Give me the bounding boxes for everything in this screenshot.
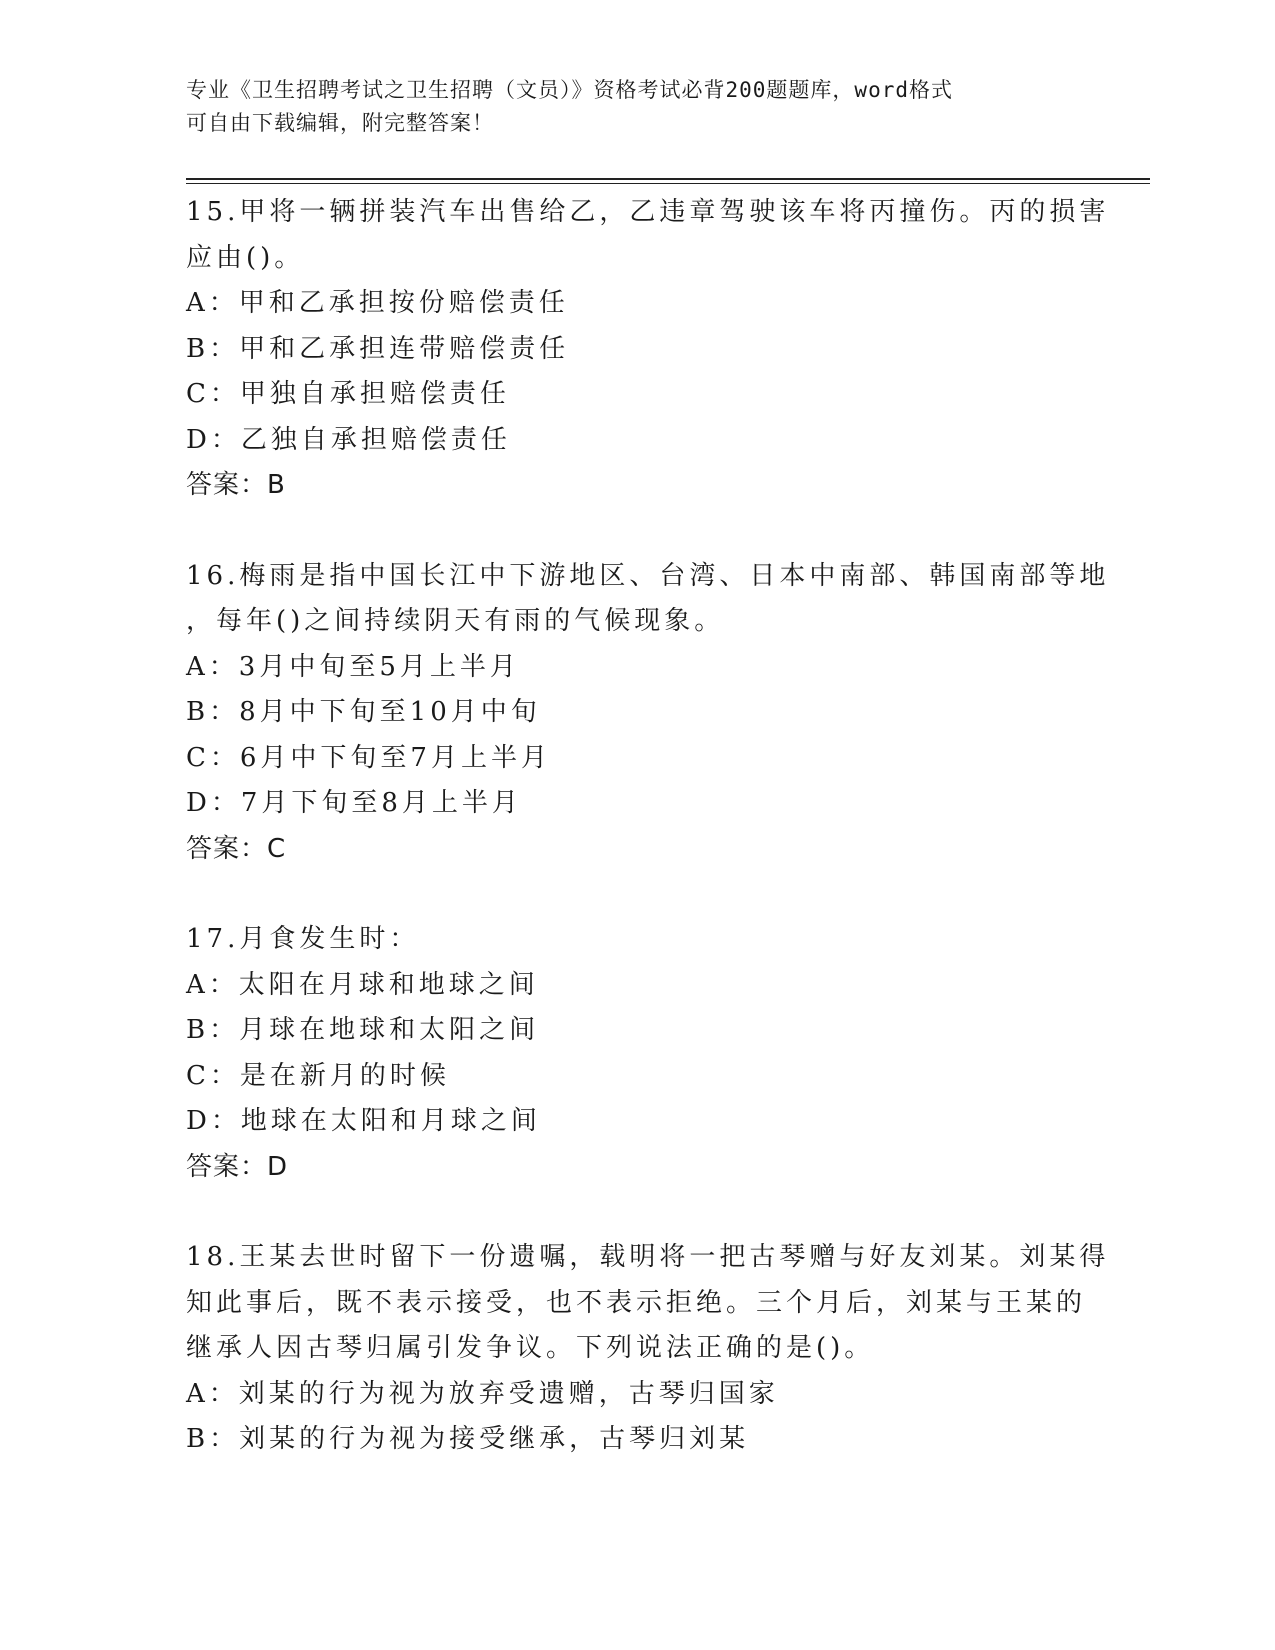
document-header [186,74,1086,140]
question-stem: ，每年()之间持续阴天有雨的气候现象。 [186,606,725,636]
question-16 [186,554,1110,873]
option-d: D：7月下旬至8月上半月 [186,788,522,818]
header-divider [186,178,1150,180]
question-18 [186,1235,1110,1463]
option-a: A：甲和乙承担按份赔偿责任 [186,288,569,318]
answer-label: 答案：B [186,470,286,500]
answer-label: 答案：C [186,833,287,864]
question-15 [186,190,1110,509]
option-a: A：3月中旬至5月上半月 [186,651,520,682]
option-b: B：甲和乙承担连带赔偿责任 [186,333,570,364]
question-stem: 继承人因古琴归属引发争议。下列说法正确的是()。 [186,1333,875,1363]
option-b: B：8月中下旬至10月中旬 [186,697,541,727]
option-a: A：太阳在月球和地球之间 [186,969,539,1000]
question-list [186,190,1110,1508]
option-c: C：甲独自承担赔偿责任 [186,379,510,409]
option-a: A：刘某的行为视为放弃受遗赠，古琴归国家 [186,1378,779,1409]
option-b: B：月球在地球和太阳之间 [186,1015,540,1045]
header-title-line-2: 可自由下载编辑，附完整答案！ [186,111,494,135]
question-17 [186,917,1106,1190]
option-d: D：乙独自承担赔偿责任 [186,424,511,455]
question-stem: 知此事后，既不表示接受，也不表示拒绝。三个月后，刘某与王某的 [186,1287,1087,1318]
question-stem: 18.王某去世时留下一份遗嘱，载明将一把古琴赠与好友刘某。刘某得 [186,1242,1110,1272]
question-stem: 应由()。 [186,242,305,273]
option-d: D：地球在太阳和月球之间 [186,1106,541,1136]
question-stem: 16.梅雨是指中国长江中下游地区、台湾、日本中南部、韩国南部等地 [186,560,1110,591]
option-b: B：刘某的行为视为接受继承，古琴归刘某 [186,1424,750,1454]
option-c: C：是在新月的时候 [186,1060,450,1091]
header-divider-thin [186,183,1150,184]
option-c: C：6月中下旬至7月上半月 [186,742,551,773]
answer-label: 答案：D [186,1151,289,1182]
header-title-line-1: 专业《卫生招聘考试之卫生招聘（文员）》资格考试必背200题题库，word格式 [186,78,953,102]
question-stem: 15.甲将一辆拼装汽车出售给乙，乙违章驾驶该车将丙撞伤。丙的损害 [186,197,1110,227]
question-stem: 17.月食发生时： [186,924,420,954]
